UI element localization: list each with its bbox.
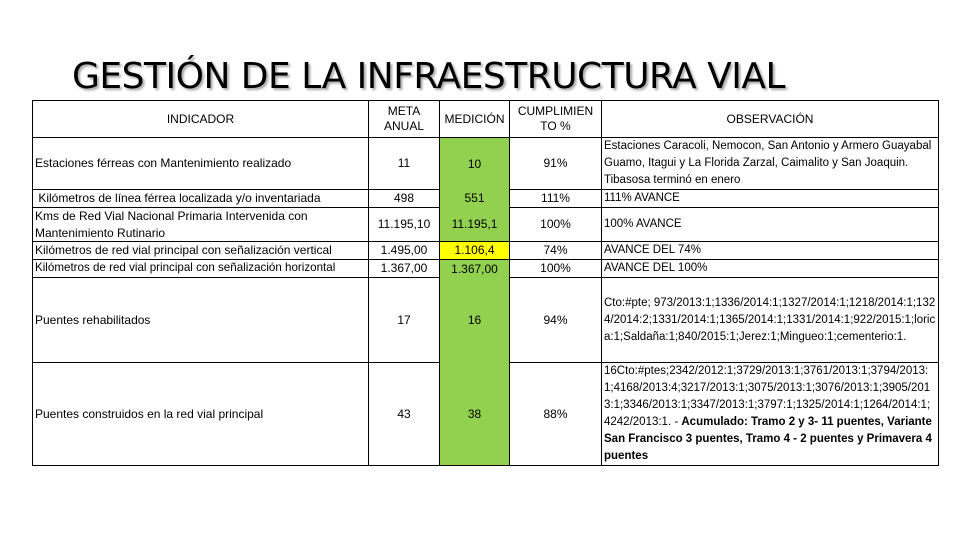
observacion-cell: 111% AVANCE xyxy=(602,190,939,208)
cumplimiento-cell: 74% xyxy=(510,242,602,260)
observacion-cell: Cto:#pte; 973/2013:1;1336/2014:1;1327/2014:1;1218/2014:1;1324/2014:2;1331/2014:1;1365/2014:1;1331/2014:1;922/2015:1;lorica:1;Saldaña:1;840/2015:1;Jerez:1;Mingueo:1;cementerio:1. xyxy=(602,278,939,363)
indicador-cell: Kilómetros de línea férrea localizada y/o inventariada xyxy=(33,190,369,208)
meta-cell: 17 xyxy=(369,278,440,363)
observacion-summary: Acumulado: Tramo 2 y 3- 11 puentes, Variante San Francisco 3 puentes, Tramo 4 - 2 puentes y Primavera 4 puentes xyxy=(604,416,932,462)
medicion-cell: 551 xyxy=(440,190,510,208)
table-row xyxy=(33,208,939,242)
infrastructure-table xyxy=(32,100,939,466)
observacion-cell: 100% AVANCE xyxy=(602,208,939,242)
medicion-cell: 38 xyxy=(440,363,510,466)
medicion-cell: 1.106,4 xyxy=(440,242,510,260)
observacion-cell xyxy=(602,363,939,466)
observacion-text: 16Cto:#ptes;2342/2012:1;3729/2013:1;3761/2013:1;3794/2013:1;4168/2013:4;3217/2013:1;3075/2013:1;3076/2013:1;3905/2013:1;3346/2013:1;3347/2013:1;3797:1;1325/2014:1;1264/2014:1;4242/2013:1. - xyxy=(604,365,931,428)
observacion-cell: Estaciones Caracoli, Nemocon, San Antonio y Armero Guayabal Guamo, Itagui y La Florida Zarzal, Caimalito y San Joaquin. Tibasosa terminó en enero xyxy=(602,138,939,190)
header-indicador: INDICADOR xyxy=(33,101,369,138)
observacion-cell: AVANCE DEL 74% xyxy=(602,242,939,260)
cumplimiento-cell: 88% xyxy=(510,363,602,466)
meta-cell: 1.367,00 xyxy=(369,260,440,278)
cumplimiento-cell: 111% xyxy=(510,190,602,208)
indicador-cell: Puentes rehabilitados xyxy=(33,278,369,363)
meta-cell: 498 xyxy=(369,190,440,208)
table-row xyxy=(33,138,939,190)
indicador-cell: Estaciones férreas con Mantenimiento realizado xyxy=(33,138,369,190)
medicion-cell: 1.367,00 xyxy=(440,260,510,278)
table-row xyxy=(33,363,939,466)
observacion-cell: AVANCE DEL 100% xyxy=(602,260,939,278)
meta-cell: 1.495,00 xyxy=(369,242,440,260)
header-meta: META ANUAL xyxy=(369,101,440,138)
medicion-cell: 16 xyxy=(440,278,510,363)
medicion-cell: 11.195,1 xyxy=(440,208,510,242)
page-title: GESTIÓN DE LA INFRAESTRUCTURA VIAL xyxy=(72,56,786,97)
header-medicion: MEDICIÓN xyxy=(440,101,510,138)
indicador-cell: Kms de Red Vial Nacional Primaria Intervenida con Mantenimiento Rutinario xyxy=(33,208,369,242)
table-row xyxy=(33,260,939,278)
meta-cell: 43 xyxy=(369,363,440,466)
medicion-cell: 10 xyxy=(440,138,510,190)
table-row xyxy=(33,242,939,260)
cumplimiento-cell: 94% xyxy=(510,278,602,363)
meta-cell: 11.195,10 xyxy=(369,208,440,242)
cumplimiento-cell: 100% xyxy=(510,208,602,242)
table-row xyxy=(33,190,939,208)
indicador-cell: Puentes construidos en la red vial principal xyxy=(33,363,369,466)
meta-cell: 11 xyxy=(369,138,440,190)
indicador-cell: Kilómetros de red vial principal con señalización vertical xyxy=(33,242,369,260)
header-row xyxy=(33,101,939,138)
indicador-cell: Kilómetros de red vial principal con señalización horizontal xyxy=(33,260,369,278)
cumplimiento-cell: 91% xyxy=(510,138,602,190)
table-row xyxy=(33,278,939,363)
header-observacion: OBSERVACIÓN xyxy=(602,101,939,138)
cumplimiento-cell: 100% xyxy=(510,260,602,278)
header-cumplimiento: CUMPLIMIEN TO % xyxy=(510,101,602,138)
